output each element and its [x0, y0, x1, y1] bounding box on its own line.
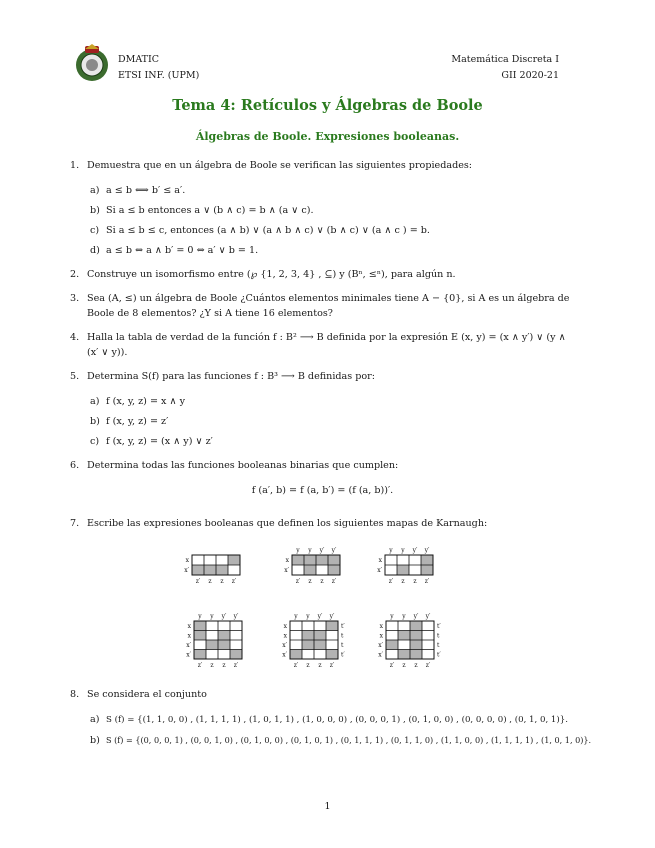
item-label: a)	[90, 396, 100, 407]
karnaugh-map-3	[375, 545, 455, 587]
kmap-label: y′	[413, 613, 419, 620]
kmap-label: x′	[378, 651, 383, 659]
kmap-label: x	[378, 557, 382, 564]
exercise-3	[70, 291, 575, 321]
item-text: f (x, y, z) = z′	[106, 416, 169, 427]
karnaugh-map-4	[184, 611, 270, 675]
kmap-label: z	[306, 662, 310, 669]
exercise-text: Demuestra que en un álgebra de Boole se verifican las siguientes propiedades:	[87, 160, 473, 171]
item-label: a)	[90, 185, 100, 196]
kmap-label: y	[308, 547, 312, 554]
kmap-label: t	[341, 632, 344, 640]
kmap-cell	[230, 631, 242, 641]
karnaugh-map-1	[182, 545, 262, 587]
kmap-cell	[194, 621, 206, 631]
item-label: b)	[90, 735, 100, 746]
exercise-6	[70, 458, 575, 473]
exercise-text: Halla la tabla de verdad de la función f : B² ⟶ B definida por la expresión E (x, y) = (x ∧ y′) ∨ (y ∧ (x′ ∨ y)).	[87, 332, 566, 358]
kmap-label: y′	[329, 613, 335, 620]
kmap-label: y	[210, 613, 214, 620]
exercise-text: Determina todas las funciones booleanas binarias que cumplen:	[87, 460, 399, 471]
kmap-label: y′	[319, 547, 325, 554]
kmap-label: z′	[293, 662, 299, 669]
kmap-label: z	[208, 578, 212, 585]
kmap-cell	[290, 650, 302, 660]
kmap-cell	[398, 621, 410, 631]
item-label: b)	[90, 205, 100, 216]
kmap-label: x	[283, 622, 287, 630]
kmap-cell	[326, 621, 338, 631]
kmap-label: x′	[184, 567, 189, 574]
kmap-label: z′	[388, 578, 394, 585]
page-number: 1	[324, 801, 331, 812]
kmap-cell	[206, 650, 218, 660]
exercise-2	[70, 267, 575, 282]
exercise-number: 8.	[70, 689, 80, 700]
kmap-cell	[386, 640, 398, 650]
kmap-cell	[422, 650, 434, 660]
kmap-cell	[316, 565, 328, 575]
header-school: ETSI INF. (UPM)	[118, 70, 200, 81]
item-text: a ≤ b ⟺ b′ ≤ a′.	[106, 185, 186, 196]
kmap-cell	[206, 621, 218, 631]
kmap-cell	[204, 555, 216, 565]
header-subject: Matemática Discreta I	[451, 54, 559, 65]
exercise-number: 5.	[70, 371, 80, 382]
exercise-1-item-a	[87, 183, 575, 198]
kmap-cell	[230, 621, 242, 631]
kmap-label: t′	[341, 651, 345, 659]
kmap-cell	[230, 640, 242, 650]
kmap-label: t′	[341, 622, 345, 630]
kmap-cell	[410, 650, 422, 660]
kmap-cell	[304, 555, 316, 565]
kmap-cell	[218, 621, 230, 631]
kmap-label: t	[437, 632, 440, 640]
kmap-cell	[216, 555, 228, 565]
page-title: Tema 4: Retículos y Álgebras de Boole	[172, 97, 483, 114]
kmap-label: y′	[331, 547, 337, 554]
kmap-label: z	[318, 662, 322, 669]
kmap-label: y′	[424, 547, 430, 554]
kmap-label: z′	[389, 662, 395, 669]
kmap-label: y	[402, 613, 406, 620]
exercise-list	[70, 158, 592, 748]
kmap-cell	[292, 555, 304, 565]
kmap-label: y′	[412, 547, 418, 554]
kmap-label: t	[437, 641, 440, 649]
kmap-label: y	[401, 547, 405, 554]
exercise-5-item-a	[87, 394, 575, 409]
exercise-number: 2.	[70, 269, 80, 280]
kmap-label: x′	[282, 651, 287, 659]
kmap-cell	[230, 650, 242, 660]
kmap-label: z′	[331, 578, 337, 585]
kmap-label: t′	[437, 622, 441, 630]
kmap-cell	[421, 555, 433, 565]
kmap-cell	[192, 555, 204, 565]
karnaugh-map-2	[282, 545, 362, 587]
kmap-cell	[422, 621, 434, 631]
item-text: S (f) = {(1, 1, 0, 0) , (1, 1, 1, 1) , (1, 0, 1, 1) , (1, 0, 0, 0) , (0, 0, 0, 1) , (0, 1, 0, 0) , (0, 0, 0, 0) , (0, 1, 0, 1)}.	[106, 715, 568, 725]
kmap-label: t	[341, 641, 344, 649]
kmap-cell	[302, 650, 314, 660]
exercise-number: 4.	[70, 332, 80, 343]
kmap-label: y	[390, 613, 394, 620]
exercise-number: 6.	[70, 460, 80, 471]
kmap-cell	[410, 621, 422, 631]
exercise-text: Determina S(f) para las funciones f : B³ ⟶ B definidas por:	[87, 371, 375, 382]
kmap-label: x	[285, 557, 289, 564]
kmap-label: z	[222, 662, 226, 669]
kmap-label: z′	[233, 662, 239, 669]
kmap-cell	[385, 555, 397, 565]
kmap-label: x	[283, 632, 287, 640]
kmap-label: x′	[377, 567, 382, 574]
exercise-7	[70, 516, 575, 531]
kmap-cell	[206, 640, 218, 650]
kmap-label: x′	[378, 641, 383, 649]
kmap-cell	[228, 555, 240, 565]
kmap-label: x	[185, 557, 189, 564]
kmap-cell	[386, 650, 398, 660]
kmap-cell	[290, 621, 302, 631]
kmap-cell	[328, 565, 340, 575]
kmap-label: z′	[329, 662, 335, 669]
kmap-cell	[410, 631, 422, 641]
exercise-1-item-d	[87, 243, 575, 258]
exercise-number: 1.	[70, 160, 80, 171]
kmap-cell	[314, 640, 326, 650]
exercise-text: Escribe las expresiones booleanas que definen los siguientes mapas de Karnaugh:	[87, 518, 488, 529]
exercise-8	[70, 687, 575, 702]
kmap-label: z′	[195, 578, 201, 585]
kmap-cell	[194, 640, 206, 650]
exercise-4	[70, 330, 575, 360]
item-label: d)	[90, 245, 100, 256]
kmap-cell	[314, 650, 326, 660]
kmap-cell	[326, 640, 338, 650]
exercise-text: Sea (A, ≤) un álgebra de Boole ¿Cuántos elementos minimales tiene A − {0}, si A es un álgebra de Boole de 8 elementos? ¿Y si A tiene 16 elementos?	[87, 293, 570, 319]
item-label: b)	[90, 416, 100, 427]
kmap-cell	[397, 565, 409, 575]
exercise-number: 7.	[70, 518, 80, 529]
karnaugh-map-5	[280, 611, 366, 675]
kmap-cell	[398, 631, 410, 641]
exercise-5-item-c	[87, 434, 575, 449]
karnaugh-map-6	[376, 611, 462, 675]
kmap-label: x	[187, 622, 191, 630]
exercise-5-item-b	[87, 414, 575, 429]
kmap-cell	[397, 555, 409, 565]
kmap-label: y	[296, 547, 300, 554]
exercise-5	[70, 369, 575, 384]
kmap-label: z	[308, 578, 312, 585]
kmap-cell	[316, 555, 328, 565]
item-text: Si a ≤ b entonces a ∨ (b ∧ c) = b ∧ (a ∨ c).	[106, 205, 314, 216]
item-text: f (x, y, z) = (x ∧ y) ∨ z′	[106, 436, 213, 447]
kmap-cell	[192, 565, 204, 575]
exercise-1-item-c	[87, 223, 575, 238]
kmap-label: z	[413, 578, 417, 585]
kmap-label: t′	[437, 651, 441, 659]
kmap-cell	[314, 631, 326, 641]
kmap-label: x	[187, 632, 191, 640]
kmap-label: z	[402, 662, 406, 669]
exercise-8-item-a	[87, 712, 575, 728]
kmap-label: x	[379, 632, 383, 640]
item-text: f (x, y, z) = x ∧ y	[106, 396, 185, 407]
exercise-8-item-b	[87, 733, 592, 748]
header-institution	[118, 52, 199, 84]
kmap-label: z	[220, 578, 224, 585]
kmap-cell	[314, 621, 326, 631]
kmap-cell	[302, 621, 314, 631]
kmap-cell	[218, 650, 230, 660]
kmap-cell	[398, 650, 410, 660]
kmap-cell	[218, 631, 230, 641]
item-text: Si a ≤ b ≤ c, entonces (a ∧ b) ∨ (a ∧ b ∧ c) ∨ (b ∧ c) ∨ (a ∧ c ) = b.	[106, 225, 430, 236]
kmap-label: z′	[197, 662, 203, 669]
kmap-label: y′	[317, 613, 323, 620]
kmap-label: z′	[424, 578, 430, 585]
exercise-6-equation: f (a′, b) = f (a, b′) = (f (a, b))′.	[251, 485, 394, 496]
kmap-label: x′	[282, 641, 287, 649]
kmap-cell	[386, 631, 398, 641]
kmap-cell	[302, 631, 314, 641]
header-course	[451, 52, 559, 84]
kmap-cell	[290, 640, 302, 650]
exercise-text: Se considera el conjunto	[87, 689, 207, 700]
university-crest-icon	[72, 43, 112, 83]
kmap-cell	[328, 555, 340, 565]
kmap-label: z	[210, 662, 214, 669]
kmap-cell	[228, 565, 240, 575]
karnaugh-maps	[70, 545, 575, 675]
item-label: c)	[90, 436, 100, 447]
kmap-label: y′	[233, 613, 239, 620]
item-text: S (f) = {(0, 0, 0, 1) , (0, 0, 1, 0) , (0, 1, 0, 0) , (0, 1, 0, 1) , (0, 1, 1, 1) , (0, 1, 1, 0) , (1, 1, 0, 0) , (1, 1, 1, 1) , (1, 0, 1, 0)}.	[106, 735, 592, 745]
kmap-label: y′	[221, 613, 227, 620]
kmap-cell	[326, 631, 338, 641]
kmap-cell	[422, 631, 434, 641]
kmap-cell	[409, 555, 421, 565]
kmap-label: z′	[425, 662, 431, 669]
exercise-1-item-b	[87, 203, 575, 218]
kmap-label: z	[414, 662, 418, 669]
kmap-cell	[386, 621, 398, 631]
header-dept: DMATIC	[118, 54, 160, 65]
kmap-cell	[292, 565, 304, 575]
exercise-1	[70, 158, 575, 173]
kmap-cell	[194, 650, 206, 660]
kmap-label: y	[306, 613, 310, 620]
exercise-text: Construye un isomorfismo entre (℘ {1, 2, 3, 4} , ⊆) y (Bⁿ, ≤ⁿ), para algún n.	[87, 269, 456, 280]
kmap-cell	[218, 640, 230, 650]
kmap-label: z′	[231, 578, 237, 585]
kmap-cell	[194, 631, 206, 641]
kmap-cell	[422, 640, 434, 650]
kmap-cell	[204, 565, 216, 575]
page-subtitle: Álgebras de Boole. Expresiones booleanas.	[195, 130, 460, 143]
exercise-number: 3.	[70, 293, 80, 304]
kmap-cell	[326, 650, 338, 660]
kmap-cell	[302, 640, 314, 650]
kmap-label: y	[198, 613, 202, 620]
kmap-label: z	[320, 578, 324, 585]
kmap-cell	[398, 640, 410, 650]
kmap-cell	[385, 565, 397, 575]
item-text: a ≤ b ⇔ a ∧ b′ = 0 ⇔ a′ ∨ b = 1.	[106, 245, 259, 256]
kmap-label: x	[379, 622, 383, 630]
kmap-label: x′	[284, 567, 289, 574]
item-label: a)	[90, 714, 100, 725]
kmap-label: y	[389, 547, 393, 554]
kmap-cell	[410, 640, 422, 650]
kmap-label: y′	[425, 613, 431, 620]
kmap-cell	[216, 565, 228, 575]
header-year: GII 2020-21	[501, 70, 559, 81]
kmap-cell	[206, 631, 218, 641]
item-label: c)	[90, 225, 100, 236]
kmap-label: x′	[186, 651, 191, 659]
kmap-cell	[290, 631, 302, 641]
kmap-label: z′	[295, 578, 301, 585]
kmap-label: z	[401, 578, 405, 585]
kmap-cell	[409, 565, 421, 575]
kmap-label: x′	[186, 641, 191, 649]
kmap-label: y	[294, 613, 298, 620]
kmap-cell	[304, 565, 316, 575]
kmap-cell	[421, 565, 433, 575]
